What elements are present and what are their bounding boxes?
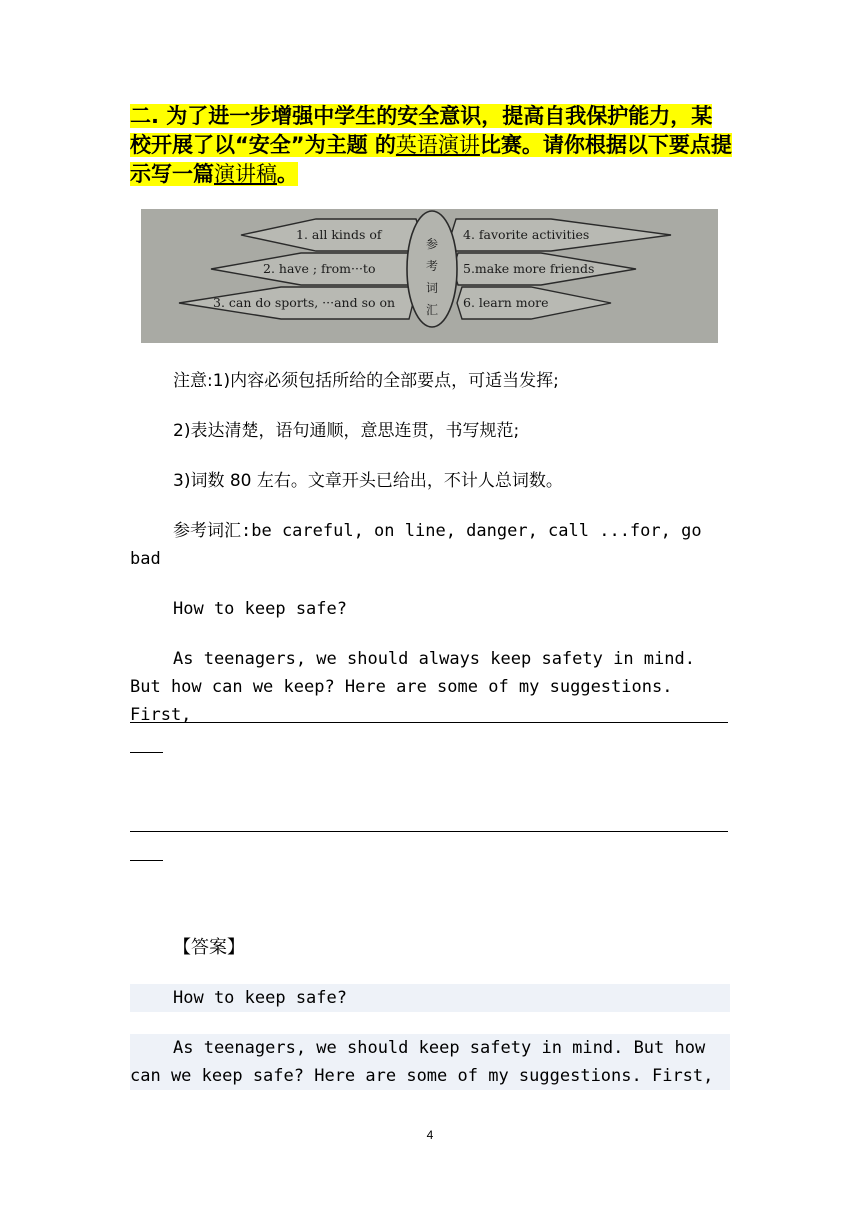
essay-opening: As teenagers, we should always keep safety in mind. But how can we keep? Here are some of my suggestions. First, <box>130 649 695 725</box>
center-label-4: 汇 <box>425 303 439 317</box>
vocabulary-figure <box>141 209 718 343</box>
center-label-1: 参 <box>425 237 439 251</box>
center-label-3: 词 <box>425 281 439 295</box>
task-heading <box>130 102 732 189</box>
answer-line-1 <box>130 722 728 723</box>
task-text-3: 。 <box>277 162 298 186</box>
answer-line-2-end <box>130 860 163 861</box>
vocabulary-diagram <box>141 209 718 343</box>
essay-title: How to keep safe? <box>173 599 347 619</box>
answer-label: 【答案】 <box>173 937 245 958</box>
left-item-3: 3. can do sports, ···and so on <box>213 295 396 310</box>
task-text-2: 比赛。请你根据以下要点提示写一篇 <box>130 133 732 186</box>
center-label-2: 考 <box>425 259 439 273</box>
left-item-1: 1. all kinds of <box>296 227 382 242</box>
right-item-5: 5.make more friends <box>463 261 595 276</box>
page-number: 4 <box>426 1128 434 1142</box>
task-text-1: 二. 为了进一步增强中学生的安全意识，提高自我保护能力，某校开展了以“安全”为主题 的 <box>130 104 713 157</box>
answer-text: As teenagers, we should keep safety in mind. But how can we keep safe? Here are some of my suggestions. First, <box>130 1034 730 1090</box>
note-1: 注意:1)内容必须包括所给的全部要点，可适当发挥; <box>173 371 559 391</box>
answer-line-2 <box>130 831 728 832</box>
note-2: 2)表达清楚，语句通顺，意思连贯，书写规范; <box>173 421 520 441</box>
note-3: 3)词数 80 左右。文章开头已给出，不计人总词数。 <box>173 471 563 491</box>
task-link-speech-draft: 演讲稿 <box>214 162 277 186</box>
task-link-speech: 英语演讲 <box>395 133 480 157</box>
vocabulary-hint: 参考词汇:be careful, on line, danger, call ...for, go bad <box>130 521 702 569</box>
right-item-4: 4. favorite activities <box>463 227 590 242</box>
answer-line-1-end <box>130 752 163 753</box>
right-item-6: 6. learn more <box>463 295 549 310</box>
left-item-2: 2. have ; from···to <box>263 261 376 276</box>
answer-title: How to keep safe? <box>130 984 730 1012</box>
